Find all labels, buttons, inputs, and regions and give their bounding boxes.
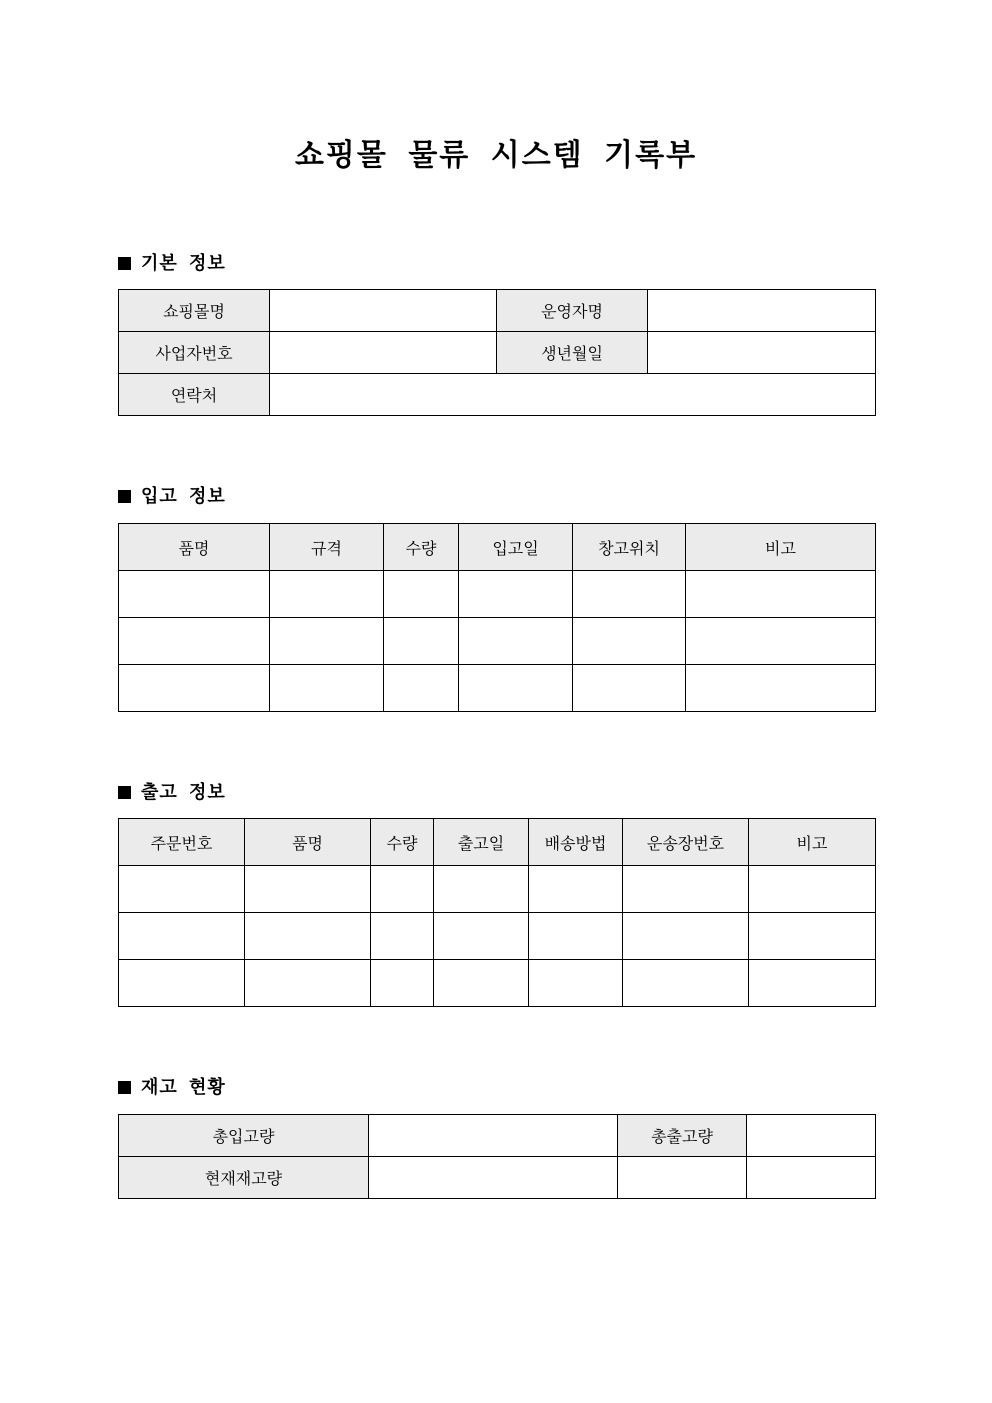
table-cell[interactable] [573, 618, 686, 665]
table-cell[interactable] [686, 571, 876, 618]
contact-label: 연락처 [119, 374, 270, 416]
column-header: 비고 [749, 819, 876, 866]
table-cell[interactable] [434, 960, 529, 1007]
table-cell[interactable] [623, 866, 749, 913]
basic-info-table [118, 289, 876, 416]
inbound-header-row [119, 524, 876, 571]
outbound-header-row [119, 819, 876, 866]
table-row [119, 618, 876, 665]
total-outbound-label: 총출고량 [618, 1115, 747, 1157]
business-number-label: 사업자번호 [119, 332, 270, 374]
table-row [119, 1115, 876, 1157]
column-header: 주문번호 [119, 819, 245, 866]
table-cell[interactable] [384, 665, 459, 712]
column-header: 운송장번호 [623, 819, 749, 866]
section-heading-outbound-info [118, 780, 226, 806]
table-cell[interactable] [434, 866, 529, 913]
table-cell[interactable] [119, 960, 245, 1007]
black-square-icon [118, 786, 131, 799]
shop-name-field[interactable] [270, 290, 497, 332]
birth-date-field[interactable] [648, 332, 876, 374]
table-cell[interactable] [384, 571, 459, 618]
column-header: 수량 [384, 524, 459, 571]
table-cell[interactable] [749, 866, 876, 913]
table-cell[interactable] [371, 866, 434, 913]
column-header: 수량 [371, 819, 434, 866]
document-title: 쇼핑몰 물류 시스템 기록부 [294, 138, 698, 173]
table-cell[interactable] [245, 913, 371, 960]
operator-name-field[interactable] [648, 290, 876, 332]
section-heading-basic-info [118, 251, 226, 277]
table-row [119, 913, 876, 960]
section-heading-inbound-info [118, 484, 226, 510]
table-cell[interactable] [749, 913, 876, 960]
total-inbound-field[interactable] [369, 1115, 618, 1157]
table-cell[interactable] [529, 866, 623, 913]
table-row [119, 665, 876, 712]
table-cell[interactable] [119, 618, 270, 665]
table-cell[interactable] [623, 913, 749, 960]
table-cell[interactable] [623, 960, 749, 1007]
table-cell[interactable] [573, 665, 686, 712]
column-header: 규격 [270, 524, 384, 571]
section-heading-text: 입고 정보 [141, 486, 226, 507]
column-header: 배송방법 [529, 819, 623, 866]
table-cell[interactable] [459, 571, 573, 618]
column-header: 품명 [119, 524, 270, 571]
table-row [119, 332, 876, 374]
column-header: 품명 [245, 819, 371, 866]
table-cell[interactable] [384, 618, 459, 665]
outbound-info-table [118, 818, 876, 1007]
table-cell[interactable] [459, 618, 573, 665]
section-heading-stock-status [118, 1075, 226, 1101]
column-header: 출고일 [434, 819, 529, 866]
table-row [119, 960, 876, 1007]
table-cell[interactable] [529, 960, 623, 1007]
blank-field[interactable] [747, 1157, 876, 1199]
table-cell[interactable] [270, 618, 384, 665]
column-header: 비고 [686, 524, 876, 571]
black-square-icon [118, 257, 131, 270]
table-row [119, 374, 876, 416]
table-cell[interactable] [119, 665, 270, 712]
current-stock-label: 현재재고량 [119, 1157, 369, 1199]
total-inbound-label: 총입고량 [119, 1115, 369, 1157]
blank-field[interactable] [618, 1157, 747, 1199]
total-outbound-field[interactable] [747, 1115, 876, 1157]
table-cell[interactable] [529, 913, 623, 960]
table-row [119, 1157, 876, 1199]
column-header: 입고일 [459, 524, 573, 571]
section-heading-text: 재고 현황 [141, 1077, 226, 1098]
table-cell[interactable] [434, 913, 529, 960]
table-row [119, 866, 876, 913]
table-cell[interactable] [459, 665, 573, 712]
column-header: 창고위치 [573, 524, 686, 571]
table-row [119, 571, 876, 618]
table-cell[interactable] [245, 960, 371, 1007]
table-row [119, 290, 876, 332]
black-square-icon [118, 1081, 131, 1094]
section-heading-text: 기본 정보 [141, 253, 226, 274]
table-cell[interactable] [371, 960, 434, 1007]
table-cell[interactable] [686, 618, 876, 665]
table-cell[interactable] [119, 571, 270, 618]
table-cell[interactable] [749, 960, 876, 1007]
business-number-field[interactable] [270, 332, 497, 374]
inbound-info-table [118, 523, 876, 712]
table-cell[interactable] [270, 571, 384, 618]
table-cell[interactable] [119, 913, 245, 960]
birth-date-label: 생년월일 [497, 332, 648, 374]
table-cell[interactable] [686, 665, 876, 712]
section-heading-text: 출고 정보 [141, 782, 226, 803]
table-cell[interactable] [245, 866, 371, 913]
table-cell[interactable] [573, 571, 686, 618]
shop-name-label: 쇼핑몰명 [119, 290, 270, 332]
table-cell[interactable] [371, 913, 434, 960]
contact-field[interactable] [270, 374, 876, 416]
table-cell[interactable] [270, 665, 384, 712]
stock-status-table [118, 1114, 876, 1199]
operator-name-label: 운영자명 [497, 290, 648, 332]
black-square-icon [118, 490, 131, 503]
current-stock-field[interactable] [369, 1157, 618, 1199]
table-cell[interactable] [119, 866, 245, 913]
